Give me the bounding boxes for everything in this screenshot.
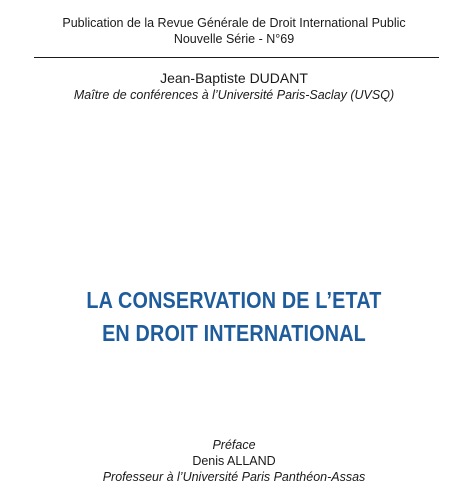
series-publication-line: Publication de la Revue Générale de Droit International Public: [62, 16, 406, 30]
preface-author-name: Denis ALLAND: [192, 454, 276, 468]
author-block: [0, 69, 468, 104]
author-role: Maître de conférences à l’Université Paris-Saclay (UVSQ): [73, 88, 395, 102]
series-header: [0, 15, 468, 47]
author-name: Jean-Baptiste DUDANT: [160, 70, 308, 86]
book-title-line-2: EN DROIT INTERNATIONAL: [102, 320, 366, 346]
preface-block: [0, 437, 468, 485]
preface-author-role: Professeur à l’Université Paris Panthéon-Assas: [102, 470, 366, 484]
series-number-line: Nouvelle Série - N°69: [173, 32, 295, 46]
book-title-line-1: LA CONSERVATION DE L’ETAT: [86, 287, 382, 313]
preface-label: Préface: [212, 438, 256, 452]
header-divider: [34, 57, 439, 58]
book-title: [33, 284, 435, 350]
